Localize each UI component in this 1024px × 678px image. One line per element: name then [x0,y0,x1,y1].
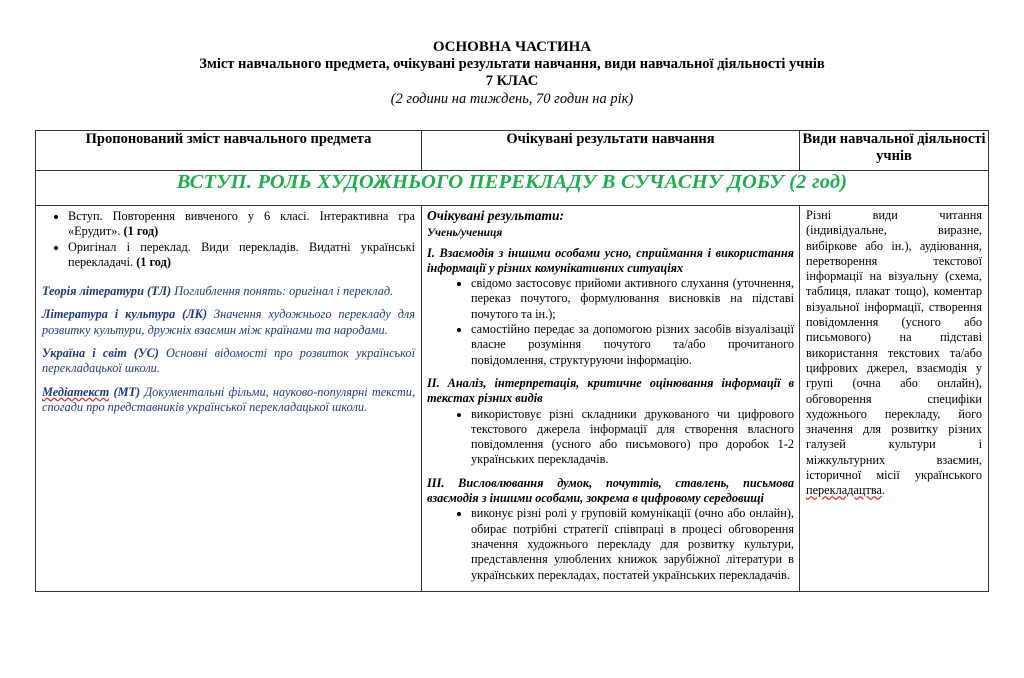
topics-list [42,209,415,270]
document-header [0,38,1024,108]
link-mediatext: Медіатекст (МТ) Документальні фільми, науково-популярні тексти, спогади про представників української перекладацької школи. [42,384,416,414]
section-row [36,171,989,206]
content-cell [36,206,422,592]
topic-item: • Оригінал і переклад. Види перекладів. Видатні українські перекладачі. (1 год) [68,240,415,271]
column-header-activities: Види навчальної діяльності учнів [800,131,989,171]
grade-label: 7 КЛАС [485,73,539,89]
result-item: • використовує різні складники друкованого чи цифрового текстового джерела інформації для створення власного повідомлення (усного або письмового) про доробок 1-2 українських перекладачів. [471,407,794,468]
topic-item: • Вступ. Повторення вивченого у 6 класі. Інтерактивна гра «Ерудит». (1 год) [68,209,415,240]
results-cell [422,206,800,592]
link-theory: Теорія літератури (ТЛ) Поглиблення понять: оригінал і переклад. [42,284,394,299]
result-group-list [427,276,794,368]
activities-text: Різні види читання (індивідуальне, виразне, вибіркове або ін.), аудіювання, перетворення текстової інформації на візуальну (схема, таблиця, плакат тощо), коментар візуальної інформації, створення повідомлення (усного або письмового) на підставі використання текстових та/або цифрових джерел, взаємодія у групі (очна або онлайн), обговорення специфіки художнього перекладу, його значення для розвитку різних галузей культури і міжкультурних взаємин, історичної місії українського перекладацтва. [806,208,982,498]
column-header-results: Очікувані результати навчання [422,131,800,171]
result-group-title: I. Взаємодія з іншими особами усно, сприймання і використання інформації у різних комунікативних ситуаціях [427,245,794,275]
link-ukraine-world: Україна і світ (УС) Основні відомості про розвиток української перекладацької школи. [42,346,415,376]
activities-cell [800,206,989,592]
curriculum-table [35,130,989,592]
link-culture: Література і культура (ЛК) Значення художнього перекладу для розвитку культури, дружніх взаємин між країнами та народами. [42,307,416,337]
results-heading: Очікувані результати: [427,208,564,223]
result-group-title: III. Висловлювання думок, почуттів, ставлень, письмова взаємодія з іншими особами, зокрема в цифровому середовищі [427,475,794,506]
result-group-list [427,506,794,582]
content-row [36,206,989,592]
result-group-title: II. Аналіз, інтерпретація, критичне оцінювання інформації в текстах різних видів [427,375,794,406]
result-item: • свідомо застосовує прийоми активного слухання (уточнення, переказ почутого, формулювання висновків на підставі почутого та ін.); [471,276,794,322]
document-subtitle: Зміст навчального предмета, очікувані результати навчання, види навчальної діяльності учнів [199,56,825,72]
table-header-row [36,131,989,171]
result-item: • виконує різні ролі у груповій комунікації (очно або онлайн), обирає потрібні стратегії співпраці в процесі обговорення значення художнього перекладу для розвитку культури, представлення улюблених книжок зарубіжної літератури в українських перекладах, постатей українських перекладачів. [471,506,794,582]
document-title: ОСНОВНА ЧАСТИНА [432,39,592,55]
result-group-list [427,407,794,468]
hours-note: (2 години на тиждень, 70 годин на рік) [390,91,634,107]
result-item: • самостійно передає за допомогою різних засобів візуалізації власне розуміння почутого та/або прочитаного повідомлення, структуруючи інформацію. [471,322,794,368]
pupil-label: Учень/учениця [427,227,503,240]
section-title: ВСТУП. РОЛЬ ХУДОЖНЬОГО ПЕРЕКЛАДУ В СУЧАСНУ ДОБУ (2 год) [36,171,989,206]
column-header-content: Пропонований зміст навчального предмета [36,131,422,171]
